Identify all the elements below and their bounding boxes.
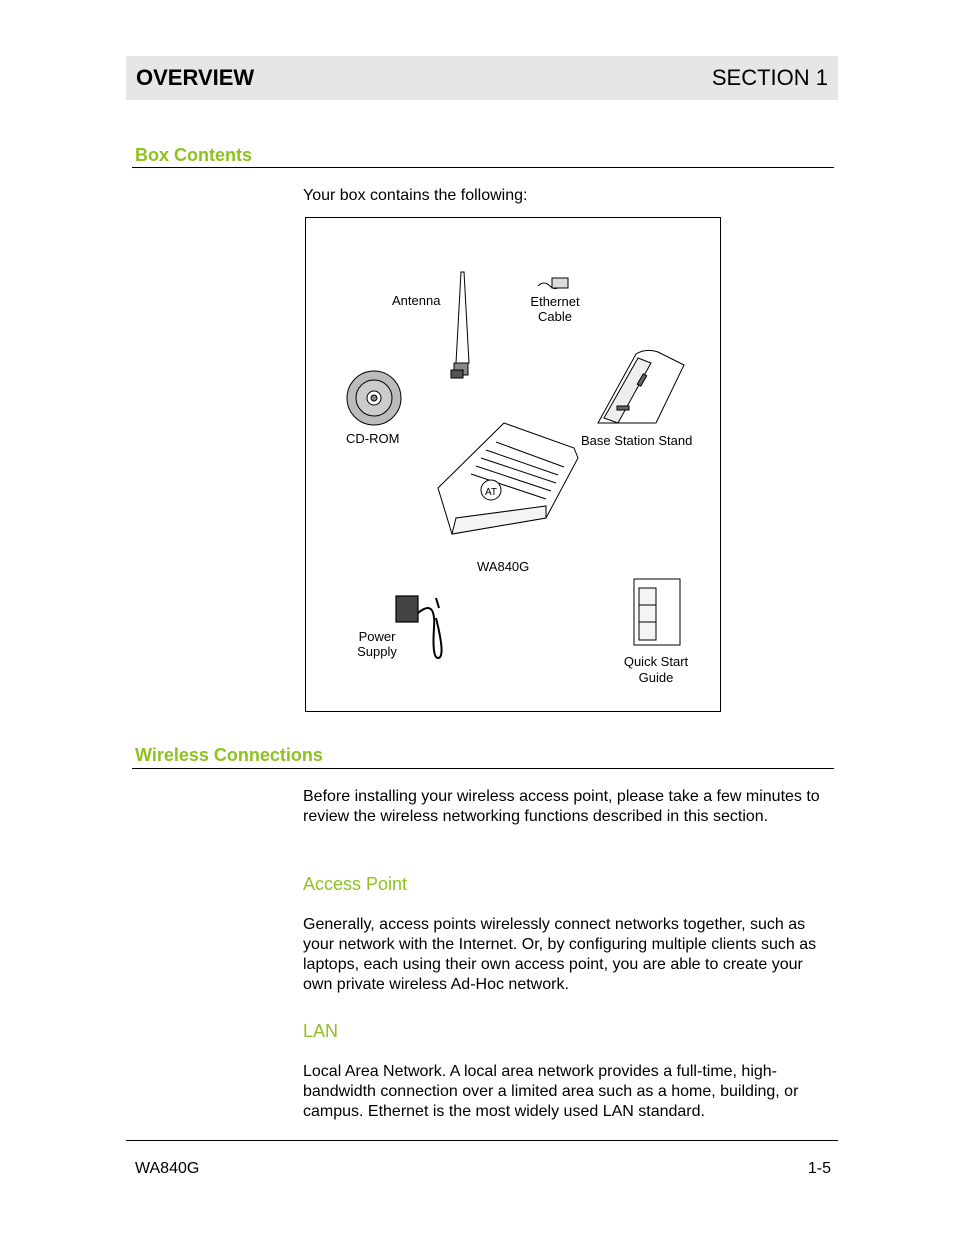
wireless-intro: Before installing your wireless access point, please take a few minutes to review the wireless networking functions described in this section. bbox=[303, 788, 820, 825]
label-wa840g: WA840G bbox=[477, 559, 530, 574]
label-power-1: Power bbox=[358, 629, 396, 644]
label-guide-1: Quick Start bbox=[623, 654, 689, 669]
ethernet-cable-icon bbox=[538, 278, 568, 289]
access-point-text: Generally, access points wirelessly connect networks together, such as your network with the Internet. Or, by configuring multiple clients such as laptops, each using their own access point, you are able to create your own private wireless Ad-Hoc network. bbox=[303, 916, 817, 993]
page-header bbox=[126, 56, 838, 100]
header-title: OVERVIEW bbox=[136, 65, 255, 90]
lan-text: Local Area Network. A local area network provides a full-time, high-bandwidth connection over a limited area such as a home, building, or campus. Ethernet is the most widely used LAN standard. bbox=[303, 1063, 799, 1120]
label-ethernet-2: Cable bbox=[538, 309, 572, 324]
cdrom-icon bbox=[347, 371, 401, 425]
quick-start-guide-icon bbox=[634, 579, 680, 645]
wa840g-device-icon bbox=[438, 423, 578, 534]
access-point-heading: Access Point bbox=[303, 874, 408, 894]
lan-heading: LAN bbox=[303, 1021, 339, 1041]
label-antenna: Antenna bbox=[392, 293, 441, 308]
heading-rule bbox=[132, 768, 834, 769]
footer-model: WA840G bbox=[135, 1160, 200, 1177]
footer-rule bbox=[126, 1140, 838, 1141]
heading-rule bbox=[132, 167, 834, 168]
svg-text:AT: AT bbox=[485, 487, 498, 498]
label-cdrom: CD-ROM bbox=[346, 431, 400, 446]
antenna-icon bbox=[451, 272, 469, 378]
label-guide-2: Guide bbox=[638, 670, 674, 685]
wireless-heading: Wireless Connections bbox=[135, 745, 323, 765]
box-contents-figure bbox=[305, 217, 721, 712]
label-power-2: Supply bbox=[357, 644, 397, 659]
header-section: SECTION 1 bbox=[711, 65, 828, 90]
box-contents-intro: Your box contains the following: bbox=[303, 187, 528, 204]
label-base-station-stand: Base Station Stand bbox=[581, 433, 693, 448]
box-contents-heading: Box Contents bbox=[135, 145, 252, 165]
base-station-stand-icon bbox=[598, 350, 684, 423]
power-supply-icon bbox=[396, 596, 442, 658]
footer-page-number: 1-5 bbox=[807, 1160, 831, 1177]
label-ethernet-1: Ethernet bbox=[530, 294, 580, 309]
